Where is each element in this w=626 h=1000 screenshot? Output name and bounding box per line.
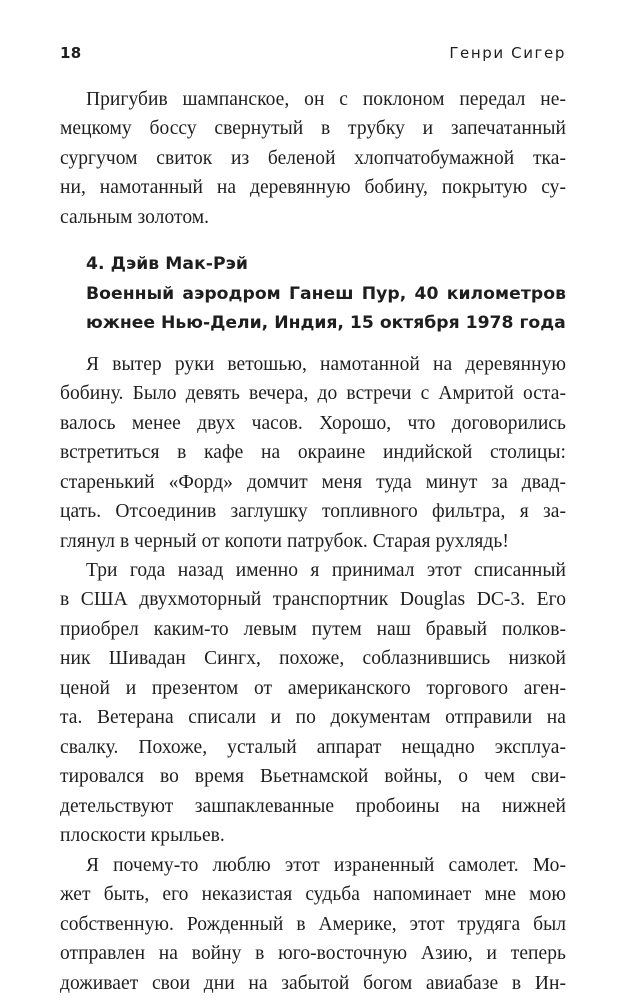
- text-line: ник Шивадан Сингх, похоже, соблазнившись низкой: [60, 648, 566, 670]
- text-line: тировался во время Вьетнамской войны, о чем сви-: [60, 766, 566, 788]
- text-line: Три года назад именно я принимал этот списанный: [86, 560, 566, 581]
- text-line: отправлен на войну в юго-восточную Азию, и теперь: [60, 943, 566, 965]
- running-head: Генри Сигер: [449, 44, 566, 62]
- text-line: ценой и презентом от американского торгового аген-: [60, 677, 566, 699]
- text-line: свалку. Похоже, усталый аппарат нещадно эксплуа-: [60, 736, 566, 758]
- text-line: ни, намотанный на деревянную бобину, покрытую су-: [60, 177, 566, 199]
- text-line: Я почему-то люблю этот израненный самолет. Мо-: [86, 855, 566, 876]
- text-line: мецкому боссу свернутый в трубку и запечатанный: [60, 118, 566, 140]
- text-line: бобину. Было девять вечера, до встречи с Амритой оста-: [60, 383, 566, 405]
- paragraph: [60, 350, 566, 556]
- text-line: глянул в черный от копоти патрубок. Старая рухлядь!: [60, 530, 509, 552]
- chapter-heading: [60, 250, 566, 339]
- text-line: жет быть, его неказистая судьба напоминает мне мою: [60, 884, 566, 906]
- chapter-location: южнее Нью-Дели, Индия, 15 октября 1978 года: [86, 313, 566, 333]
- text-line: та. Ветерана списали и по документам отправили на: [60, 707, 566, 729]
- text-line: детельствуют зашпаклеванные пробоины на нижней: [60, 795, 566, 817]
- text-line: собственную. Рожденный в Америке, этот трудяга был: [60, 913, 566, 935]
- text-line: в США двухмоторный транспортник Douglas DC-3. Его: [60, 589, 566, 611]
- page-header: [60, 44, 566, 70]
- text-line: сургучом свиток из беленой хлопчатобумажной тка-: [60, 147, 566, 169]
- text-line: цать. Отсоединив заглушку топливного фильтра, я за-: [60, 501, 566, 523]
- text-line: Я вытер руки ветошью, намотанной на деревянную: [86, 354, 566, 375]
- text-line: Пригубив шампанское, он с поклоном передал не-: [86, 89, 566, 110]
- text-line: приобрел каким-то левым путем наш бравый полков-: [60, 618, 566, 640]
- text-line: плоскости крыльев.: [60, 824, 225, 846]
- paragraph-continuation: [60, 85, 566, 232]
- text-line: старенький «Форд» домчит меня туда минут за двад-: [60, 471, 566, 493]
- text-line: встретиться в кафе на окраине индийской столицы:: [60, 442, 566, 464]
- chapter-location: Военный аэродром Ганеш Пур, 40 километров: [86, 283, 566, 304]
- text-line: доживает свои дни на забытой богом авиабазе в Ин-: [60, 972, 566, 994]
- text-line: сальным золотом.: [60, 206, 210, 228]
- text-line: валось менее двух часов. Хорошо, что договорились: [60, 412, 566, 434]
- paragraph: [60, 851, 566, 998]
- chapter-title: 4. Дэйв Мак-Рэй: [86, 254, 248, 274]
- paragraph: [60, 556, 566, 850]
- page-number: 18: [60, 44, 82, 62]
